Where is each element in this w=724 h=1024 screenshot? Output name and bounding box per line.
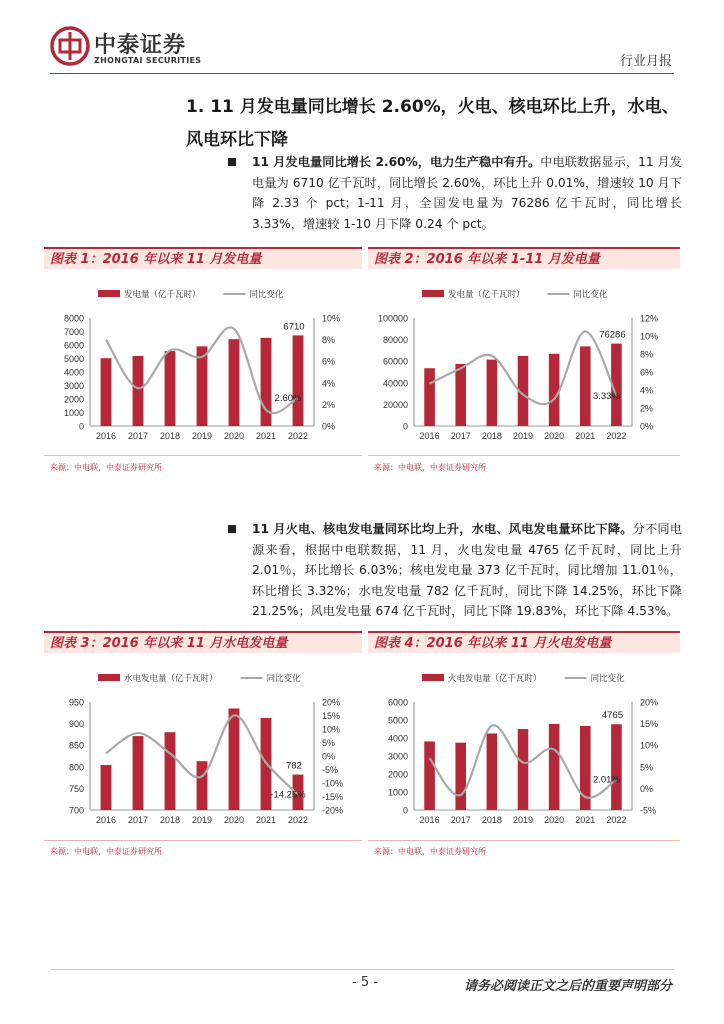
y2-tick-label: 12% xyxy=(640,313,659,324)
figure-4-divider xyxy=(368,840,680,841)
x-tick-label: 2017 xyxy=(127,815,149,825)
bar xyxy=(487,734,498,811)
y2-tick-label: -10% xyxy=(322,778,344,789)
x-tick-label: 2016 xyxy=(419,431,440,441)
bar xyxy=(424,368,435,426)
disclaimer: 请务必阅读正文之后的重要声明部分 xyxy=(463,979,672,994)
y-tick-label: 6000 xyxy=(63,340,84,351)
y-tick-label: 3000 xyxy=(387,751,408,762)
y-tick-label: 1000 xyxy=(387,787,408,798)
bar xyxy=(549,724,560,810)
y2-tick-label: 20% xyxy=(322,697,341,708)
legend-bar-label: 发电量（亿千瓦时） xyxy=(448,290,525,300)
y2-tick-label: 10% xyxy=(322,724,341,735)
y2-tick-label: 5% xyxy=(322,738,336,748)
x-tick-label: 2022 xyxy=(606,431,627,441)
x-tick-label: 2019 xyxy=(191,815,213,825)
bar xyxy=(487,360,498,426)
y2-tick-label: 4% xyxy=(640,385,654,396)
paragraph-1-body: 中电联数据显示，11 月发电量为 6710 亿千瓦时，同比增长 2.60%，环比上升 0.01%，增速较 10 月下降 2.33 个 pct；1-11 月，全国发电量为 76286 亿千瓦时，同比增长 3.33%，增速较 1-10 月下降 0.24 个 pct。 xyxy=(252,155,682,231)
legend-bar-swatch xyxy=(422,290,444,297)
figure-4-source: 来源：中电联，中泰证券研究所 xyxy=(374,847,486,856)
x-tick-label: 2020 xyxy=(223,431,245,441)
y-tick-label: 4000 xyxy=(63,367,84,378)
bar xyxy=(229,339,240,426)
y2-tick-label: 0% xyxy=(640,783,654,794)
y2-tick-label: 10% xyxy=(322,313,341,324)
zhongtai-logo-icon xyxy=(50,26,90,66)
y-tick-label: 100000 xyxy=(377,313,408,324)
x-tick-label: 2021 xyxy=(255,431,277,441)
bar xyxy=(229,708,240,810)
y-tick-label: 2000 xyxy=(63,394,84,405)
y-tick-label: 850 xyxy=(68,740,84,751)
paragraph-2-lead: 11 月火电、核电发电量同环比均上升，水电、风电发电量环比下降。 xyxy=(252,522,633,536)
x-tick-label: 2020 xyxy=(544,431,565,441)
company-logo xyxy=(50,26,220,70)
y-tick-label: 0 xyxy=(402,421,408,432)
y-tick-label: 80000 xyxy=(382,335,408,346)
bar xyxy=(197,761,208,810)
report-type: 行业月报 xyxy=(619,54,672,69)
bar xyxy=(518,729,529,810)
bar xyxy=(101,358,112,426)
y-tick-label: 40000 xyxy=(382,378,408,389)
paragraph-2-body: 分不同电源来看，根据中电联数据，11 月，火电发电量 4765 亿千瓦时，同比上升 2.01％，环比增长 6.03%；核电发电量 373 亿千瓦时，同比增加 11.01％，环比增长 3.32%；水电发电量 782 亿千瓦时，同比下降 14.25%，环比下降 21.25%；风电发电量 674 亿千瓦时，同比下降 19.83%，环比下降 4.53%。 xyxy=(252,522,683,618)
figure-2-title: 图表 2：2016 年以来 1-11 月发电量 xyxy=(368,247,680,269)
y2-tick-label: 6% xyxy=(640,367,654,378)
y-tick-label: 950 xyxy=(68,697,84,708)
bar xyxy=(293,335,304,426)
y2-tick-label: 0% xyxy=(640,421,654,432)
legend-bar-label: 水电发电量（亿千瓦时） xyxy=(124,674,218,684)
bar xyxy=(101,765,112,810)
bar xyxy=(611,724,622,810)
x-tick-label: 2020 xyxy=(223,815,245,825)
y2-tick-label: 4% xyxy=(322,378,336,389)
y-tick-label: 7000 xyxy=(63,327,84,337)
y2-tick-label: 2% xyxy=(322,399,336,410)
x-tick-label: 2018 xyxy=(481,431,502,441)
page-number: - 5 - xyxy=(352,975,378,990)
y-tick-label: 5000 xyxy=(387,715,408,726)
y-tick-label: 2000 xyxy=(387,769,408,780)
y2-tick-label: 5% xyxy=(640,762,654,773)
y2-tick-label: 10% xyxy=(640,740,659,751)
chart-4 xyxy=(368,664,680,834)
bar xyxy=(580,346,591,426)
y-tick-label: 800 xyxy=(68,762,84,773)
x-tick-label: 2021 xyxy=(255,815,277,825)
paragraph-1 xyxy=(252,152,682,234)
legend-line-label: 同比变化 xyxy=(266,674,301,684)
figure-3-divider xyxy=(44,840,362,841)
legend-bar-label: 发电量（亿千瓦时） xyxy=(124,290,201,300)
bar xyxy=(165,732,176,810)
y2-tick-label: 2% xyxy=(640,403,654,414)
y-tick-label: 6000 xyxy=(387,697,408,708)
x-tick-label: 2022 xyxy=(287,815,309,825)
logo-english-name: ZHONGTAI SECURITIES xyxy=(94,56,202,65)
bar xyxy=(455,364,466,426)
y2-tick-label: 8% xyxy=(640,349,654,360)
x-tick-label: 2020 xyxy=(544,815,565,825)
y-tick-label: 4000 xyxy=(387,733,408,744)
figure-2-source: 来源：中电联，中泰证券研究所 xyxy=(374,463,486,472)
x-tick-label: 2021 xyxy=(575,815,596,825)
y2-tick-label: 15% xyxy=(640,719,659,730)
y2-tick-label: -5% xyxy=(640,805,657,816)
x-tick-label: 2018 xyxy=(159,431,181,441)
line-data-label: 2.01% xyxy=(592,774,620,786)
figure-1-divider xyxy=(44,455,362,456)
bar xyxy=(455,743,466,810)
section-title: 1. 11 月发电量同比增长 2.60%，火电、核电环比上升，水电、风电环比下降 xyxy=(186,97,679,150)
x-tick-label: 2016 xyxy=(419,815,440,825)
x-tick-label: 2016 xyxy=(95,815,117,825)
figure-3-source: 来源：中电联，中泰证券研究所 xyxy=(50,847,162,856)
figure-2-divider xyxy=(368,455,680,456)
line-data-label: -14.25% xyxy=(270,789,306,801)
paragraph-2 xyxy=(252,519,682,622)
chart-2 xyxy=(368,280,680,450)
y-tick-label: 700 xyxy=(68,805,84,816)
y-tick-label: 5000 xyxy=(63,354,84,364)
bullet-icon xyxy=(228,158,236,166)
figure-1-title: 图表 1：2016 年以来 11 月发电量 xyxy=(44,247,362,269)
bar xyxy=(165,351,176,426)
y2-tick-label: 20% xyxy=(640,697,659,708)
figure-3-title: 图表 3：2016 年以来 11 月水电发电量 xyxy=(44,631,362,653)
y2-tick-label: 6% xyxy=(322,356,336,367)
chart-1 xyxy=(44,280,362,450)
line-data-label: 2.60% xyxy=(274,392,302,404)
paragraph-1-lead: 11 月发电量同比增长 2.60%，电力生产稳中有升。 xyxy=(252,155,541,169)
bar xyxy=(424,741,435,810)
legend-bar-swatch xyxy=(98,290,120,297)
y2-tick-label: 8% xyxy=(322,335,336,346)
y-tick-label: 8000 xyxy=(63,313,84,324)
y-tick-label: 0 xyxy=(402,805,408,816)
x-tick-label: 2016 xyxy=(95,431,117,441)
x-tick-label: 2022 xyxy=(287,431,309,441)
bar-data-label: 4765 xyxy=(601,710,623,722)
y2-tick-label: -20% xyxy=(322,805,344,816)
y2-tick-label: -15% xyxy=(322,792,344,802)
legend-bar-swatch xyxy=(98,674,120,681)
x-tick-label: 2017 xyxy=(450,815,471,825)
y2-tick-label: 0% xyxy=(322,421,336,432)
y-tick-label: 60000 xyxy=(382,356,408,367)
x-tick-label: 2018 xyxy=(159,815,181,825)
bar-data-label: 76286 xyxy=(599,329,626,341)
x-tick-label: 2022 xyxy=(606,815,627,825)
x-tick-label: 2019 xyxy=(191,431,213,441)
y-tick-label: 900 xyxy=(68,719,84,730)
legend-bar-label: 火电发电量（亿千瓦时） xyxy=(448,674,542,684)
bar-data-label: 782 xyxy=(286,760,302,772)
footer-divider xyxy=(50,969,674,970)
y2-tick-label: 0% xyxy=(322,751,336,762)
y-tick-label: 750 xyxy=(68,783,84,794)
bar xyxy=(549,354,560,426)
legend-line-label: 同比变化 xyxy=(590,674,625,684)
y-tick-label: 1000 xyxy=(63,408,84,418)
legend-line-label: 同比变化 xyxy=(249,290,284,300)
bar xyxy=(133,736,144,810)
line-data-label: 3.33% xyxy=(592,391,620,403)
y2-tick-label: -5% xyxy=(322,765,339,775)
header-divider xyxy=(50,73,674,74)
x-tick-label: 2017 xyxy=(450,431,471,441)
legend-bar-swatch xyxy=(422,674,444,681)
figure-1-source: 来源：中电联，中泰证券研究所 xyxy=(50,463,162,472)
y-tick-label: 3000 xyxy=(63,381,84,391)
x-tick-label: 2019 xyxy=(512,815,534,825)
logo-chinese-name: 中泰证券 xyxy=(94,33,187,58)
y2-tick-label: 10% xyxy=(640,331,659,342)
y-tick-label: 0 xyxy=(78,421,84,432)
y-tick-label: 20000 xyxy=(382,399,408,410)
x-tick-label: 2019 xyxy=(512,431,534,441)
bar xyxy=(133,356,144,426)
bar-data-label: 6710 xyxy=(283,321,305,333)
x-tick-label: 2018 xyxy=(481,815,502,825)
x-tick-label: 2017 xyxy=(127,431,149,441)
chart-3 xyxy=(44,664,362,834)
x-tick-label: 2021 xyxy=(575,431,596,441)
y2-tick-label: 15% xyxy=(322,711,341,721)
legend-line-label: 同比变化 xyxy=(573,290,608,300)
bullet-icon xyxy=(228,525,236,533)
figure-4-title: 图表 4：2016 年以来 11 月火电发电量 xyxy=(368,631,680,653)
